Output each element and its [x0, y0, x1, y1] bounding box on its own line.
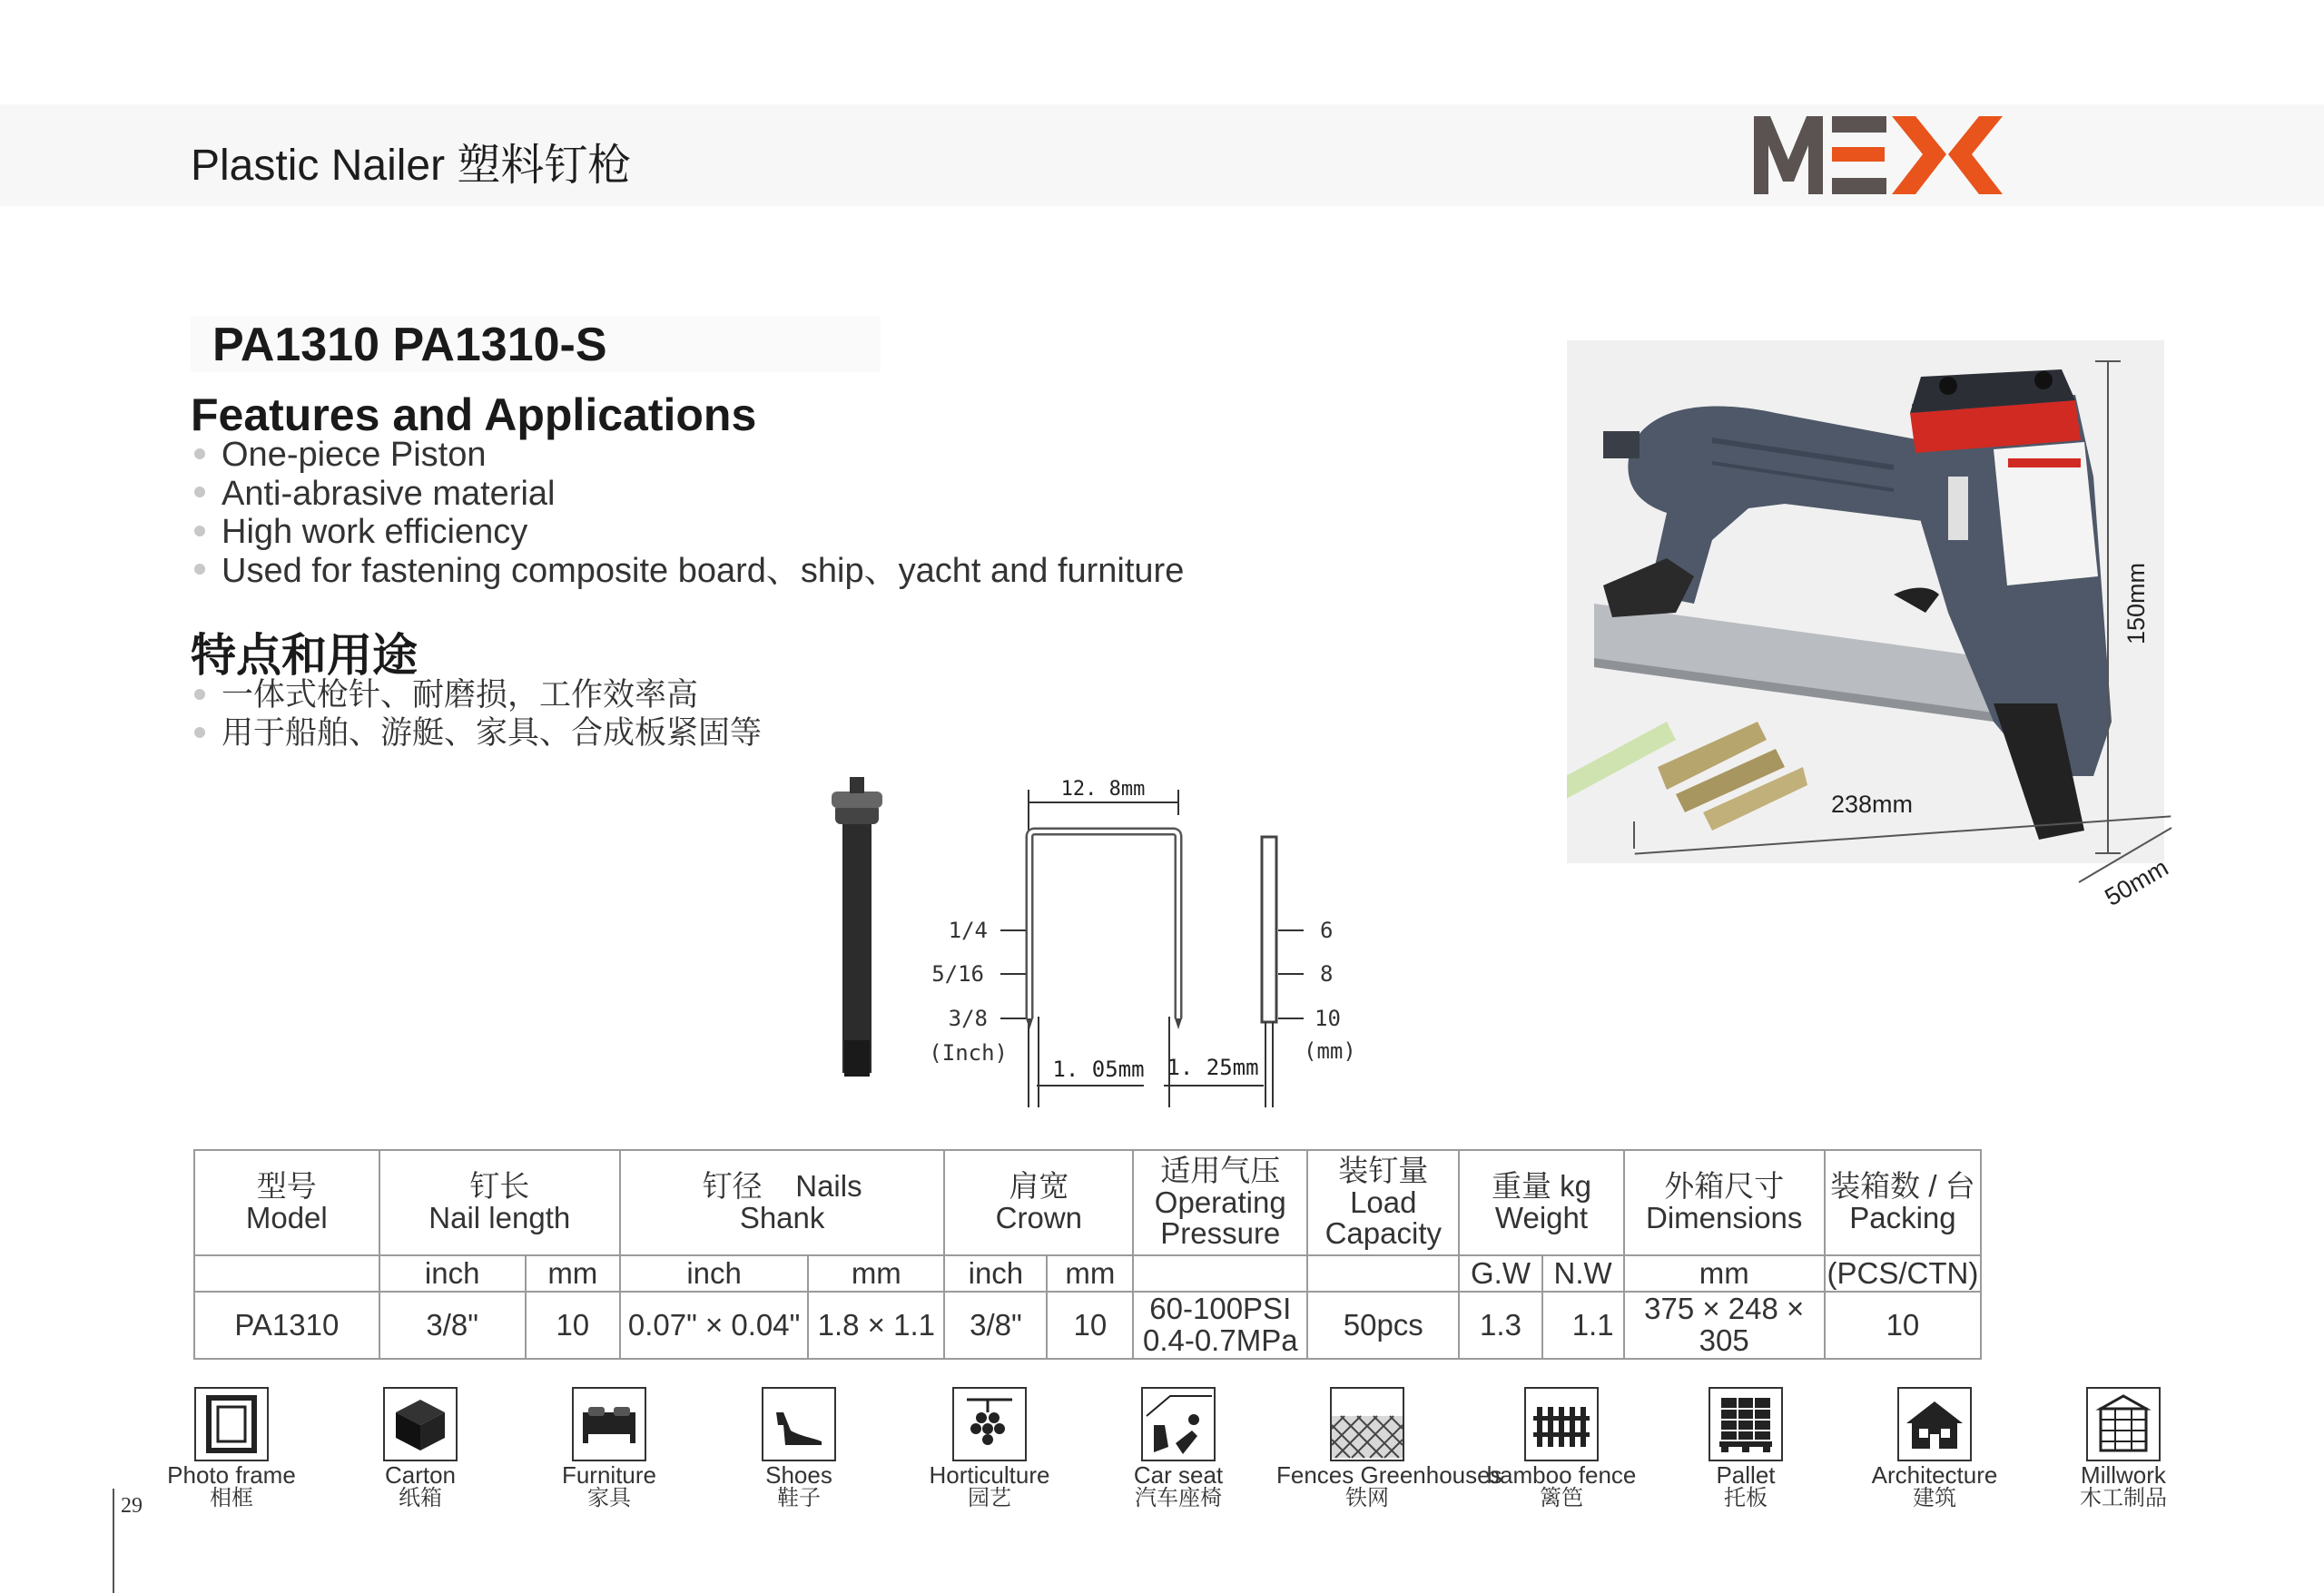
application-item: [330, 1387, 511, 1510]
cn-feature-item: 一体式枪针、耐磨损，工作效率高: [194, 676, 762, 714]
page-number: 29: [121, 1494, 143, 1518]
unit-cell: inch: [944, 1255, 1047, 1292]
application-label-cn: 铁网: [1345, 1486, 1389, 1510]
application-item: [1088, 1387, 1269, 1510]
margin-rule: [113, 1489, 114, 1593]
application-label-cn: 托板: [1724, 1486, 1768, 1510]
staple-diagram: [799, 772, 1416, 1116]
wire-depth-label: 1. 25mm: [1167, 1055, 1259, 1080]
mm-label-1: 6: [1320, 918, 1334, 943]
width-dimension: 50mm: [2100, 853, 2173, 911]
unit-cell: mm: [1047, 1255, 1133, 1292]
photo-frame-icon: [194, 1387, 269, 1461]
header-capacity: 装钉量 Load Capacity: [1307, 1150, 1459, 1255]
unit-cell: mm: [808, 1255, 944, 1292]
car-seat-icon: [1141, 1387, 1216, 1461]
application-label: Furniture: [561, 1461, 657, 1489]
wire-width-label: 1. 05mm: [1052, 1057, 1145, 1082]
cell-crown-inch: 3/8": [944, 1292, 1047, 1359]
application-label: Photo frame: [167, 1461, 296, 1489]
unit-cell: [194, 1255, 379, 1292]
application-label: Pallet: [1716, 1461, 1776, 1489]
cell-gross-weight: 1.3: [1459, 1292, 1541, 1359]
model-title: PA1310 PA1310-S: [212, 319, 607, 371]
unit-cell: mm: [1624, 1255, 1825, 1292]
application-item: [708, 1387, 890, 1510]
cn-feature-item: 用于船舶、游艇、家具、合成板紧固等: [194, 714, 762, 752]
cell-length-mm: 10: [526, 1292, 620, 1359]
feature-item: Anti-abrasive material: [194, 475, 1184, 514]
crown-dimension: 12. 8mm: [1060, 778, 1146, 801]
furniture-icon: [572, 1387, 646, 1461]
photo-dimensions: [1498, 345, 2206, 926]
unit-cell: N.W: [1542, 1255, 1624, 1292]
cell-shank-mm: 1.8 × 1.1: [808, 1292, 944, 1359]
header-model: 型号 Model: [194, 1150, 379, 1255]
application-label-cn: 家具: [587, 1486, 631, 1510]
features-title: Features and Applications: [191, 389, 757, 440]
application-label: Car seat: [1133, 1461, 1224, 1489]
inch-unit: (Inch): [929, 1040, 1008, 1066]
cell-net-weight: 1.1: [1542, 1292, 1624, 1359]
application-label-cn: 相框: [210, 1486, 253, 1510]
cell-length-inch: 3/8": [379, 1292, 526, 1359]
length-dimension: 238mm: [1830, 791, 1914, 818]
horticulture-icon: [952, 1387, 1027, 1461]
application-label: Millwork: [2081, 1461, 2166, 1489]
cn-features-title: 特点和用途: [191, 630, 418, 681]
brand-logo: [1754, 113, 2004, 196]
application-label-cn: 建筑: [1913, 1486, 1956, 1510]
page-title: Plastic Nailer 塑料钉枪: [191, 142, 632, 190]
feature-item: One-piece Piston: [194, 436, 1184, 475]
feature-item: High work efficiency: [194, 513, 1184, 552]
header-shank: 钉径 Nails Shank: [620, 1150, 944, 1255]
application-item: [1655, 1387, 1837, 1510]
cell-capacity: 50pcs: [1307, 1292, 1459, 1359]
unit-cell: G.W: [1459, 1255, 1541, 1292]
shoes-icon: [762, 1387, 836, 1461]
fence-mesh-icon: [1330, 1387, 1404, 1461]
inch-label-2: 5/16: [931, 961, 984, 987]
header-row: [194, 1150, 1981, 1255]
unit-cell: (PCS/CTN): [1825, 1255, 1981, 1292]
application-item: [1276, 1387, 1502, 1510]
application-item: [1471, 1387, 1652, 1510]
application-label-cn: 鞋子: [777, 1486, 821, 1510]
application-label-cn: 园艺: [968, 1486, 1011, 1510]
application-label: Carton: [384, 1461, 457, 1489]
inch-label-1: 1/4: [948, 918, 988, 943]
spec-table: [193, 1149, 1982, 1360]
header-pressure: 适用气压 Operating Pressure: [1133, 1150, 1307, 1255]
header-dimensions: 外箱尺寸 Dimensions: [1624, 1150, 1825, 1255]
driver-blade: [842, 810, 872, 1073]
cell-crown-mm: 10: [1047, 1292, 1133, 1359]
bamboo-fence-icon: [1524, 1387, 1599, 1461]
cell-packing: 10: [1825, 1292, 1981, 1359]
height-dimension: 150mm: [2122, 562, 2150, 645]
application-item: [899, 1387, 1080, 1510]
features-list: [194, 436, 1184, 590]
header-weight: 重量 kg Weight: [1459, 1150, 1623, 1255]
application-label-cn: 篱笆: [1540, 1486, 1583, 1510]
unit-cell: mm: [526, 1255, 620, 1292]
application-label: Horticulture: [929, 1461, 1050, 1489]
application-label: Fences Greenhouses: [1276, 1461, 1502, 1489]
mm-label-3: 10: [1315, 1006, 1341, 1031]
unit-cell: inch: [620, 1255, 808, 1292]
header-crown: 肩宽 Crown: [944, 1150, 1133, 1255]
feature-item: Used for fastening composite board、ship、yacht and furniture: [194, 552, 1184, 591]
cell-model: PA1310: [194, 1292, 379, 1359]
application-label-cn: 汽车座椅: [1135, 1486, 1222, 1510]
architecture-icon: [1897, 1387, 1972, 1461]
inch-label-3: 3/8: [948, 1006, 988, 1031]
cell-shank-inch: 0.07" × 0.04": [620, 1292, 808, 1359]
cell-dimensions: 375 × 248 × 305: [1624, 1292, 1825, 1359]
mm-label-2: 8: [1320, 961, 1334, 987]
application-label: Shoes: [765, 1461, 832, 1489]
applications-row: [0, 1387, 2324, 1523]
cell-pressure: 60-100PSI 0.4-0.7MPa: [1133, 1292, 1307, 1359]
application-item: [141, 1387, 322, 1510]
application-item: [1844, 1387, 2025, 1510]
millwork-icon: [2086, 1387, 2161, 1461]
application-label: bamboo fence: [1486, 1461, 1637, 1489]
unit-cell: [1133, 1255, 1307, 1292]
header-packing: 装箱数 / 台 Packing: [1825, 1150, 1981, 1255]
mm-unit: (mm): [1304, 1038, 1356, 1064]
table-row: [194, 1292, 1981, 1359]
carton-icon: [383, 1387, 458, 1461]
unit-cell: inch: [379, 1255, 526, 1292]
cn-features-list: [194, 676, 762, 752]
application-item: [518, 1387, 700, 1510]
application-label: Architecture: [1871, 1461, 1998, 1489]
pallet-icon: [1709, 1387, 1783, 1461]
header-nail-length: 钉长 Nail length: [379, 1150, 620, 1255]
application-label-cn: 木工制品: [2080, 1486, 2167, 1510]
unit-cell: [1307, 1255, 1459, 1292]
units-row: [194, 1255, 1981, 1292]
application-item: [2033, 1387, 2214, 1510]
application-label-cn: 纸箱: [399, 1486, 442, 1510]
